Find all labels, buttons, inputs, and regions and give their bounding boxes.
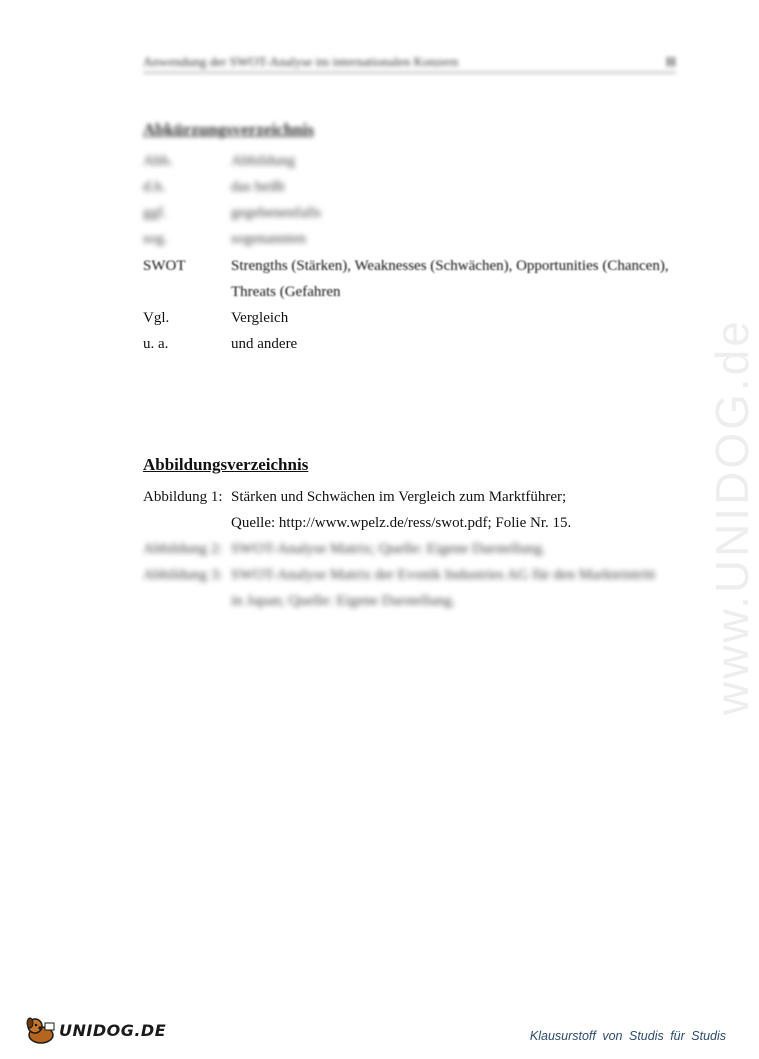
figure-caption-line: Stärken und Schwächen im Vergleich zum Marktführer; — [231, 489, 567, 505]
abbreviation-definition: Vergleich — [231, 310, 289, 326]
figure-caption-line: SWOT-Analyse Matrix; Quelle: Eigene Darstellung. — [231, 541, 546, 557]
abbreviation-definition: sogenannten — [231, 231, 306, 247]
abbreviation-definition: Strengths (Stärken), Weaknesses (Schwächen), Opportunities (Chancen), Threats (Gefahren — [231, 258, 669, 300]
footer-slogan: Klausurstoff von Studis für Studis — [529, 1029, 726, 1043]
watermark-text: www.UNIDOG.de — [706, 318, 758, 715]
abbreviation-definition: und andere — [231, 336, 298, 352]
abbreviation: d.h. — [143, 179, 166, 195]
header-title: Anwendung der SWOT-Analyse im internationalen Konzern — [143, 54, 459, 69]
abbreviations-heading: Abkürzungsverzeichnis — [143, 120, 314, 139]
abbreviation: Abb. — [143, 153, 173, 169]
figure-caption-line: in Japan; Quelle: Eigene Darstellung. — [231, 593, 456, 609]
abbreviation: SWOT — [143, 258, 186, 274]
abbreviation-definition: das heißt — [231, 179, 285, 195]
abbreviation: u. a. — [143, 336, 169, 352]
figure-label: Abbildung 3: — [143, 567, 223, 583]
figures-heading: Abbildungsverzeichnis — [143, 455, 309, 474]
dog-mascot-icon — [25, 1015, 59, 1045]
page-header — [143, 54, 676, 73]
abbreviation: ggf. — [143, 205, 167, 221]
figure-caption-line: Quelle: http://www.wpelz.de/ress/swot.pdf; Folie Nr. 15. — [231, 515, 572, 531]
abbreviation-definition: Abbildung — [231, 153, 296, 169]
page-number: II — [665, 54, 676, 69]
abbreviation: Vgl. — [143, 310, 170, 326]
logo-wordmark: UNIDOG.DE — [59, 1021, 167, 1040]
unidog-logo[interactable] — [25, 1015, 167, 1047]
figure-caption-line: SWOT-Analyse Matrix der Evonik Industries AG für den Markteintritt — [231, 567, 656, 583]
figure-label: Abbildung 2: — [143, 541, 223, 557]
abbreviation: sog. — [143, 231, 168, 247]
figure-label: Abbildung 1: — [143, 489, 223, 505]
abbreviation-definition: gegebenenfalls — [231, 205, 321, 221]
